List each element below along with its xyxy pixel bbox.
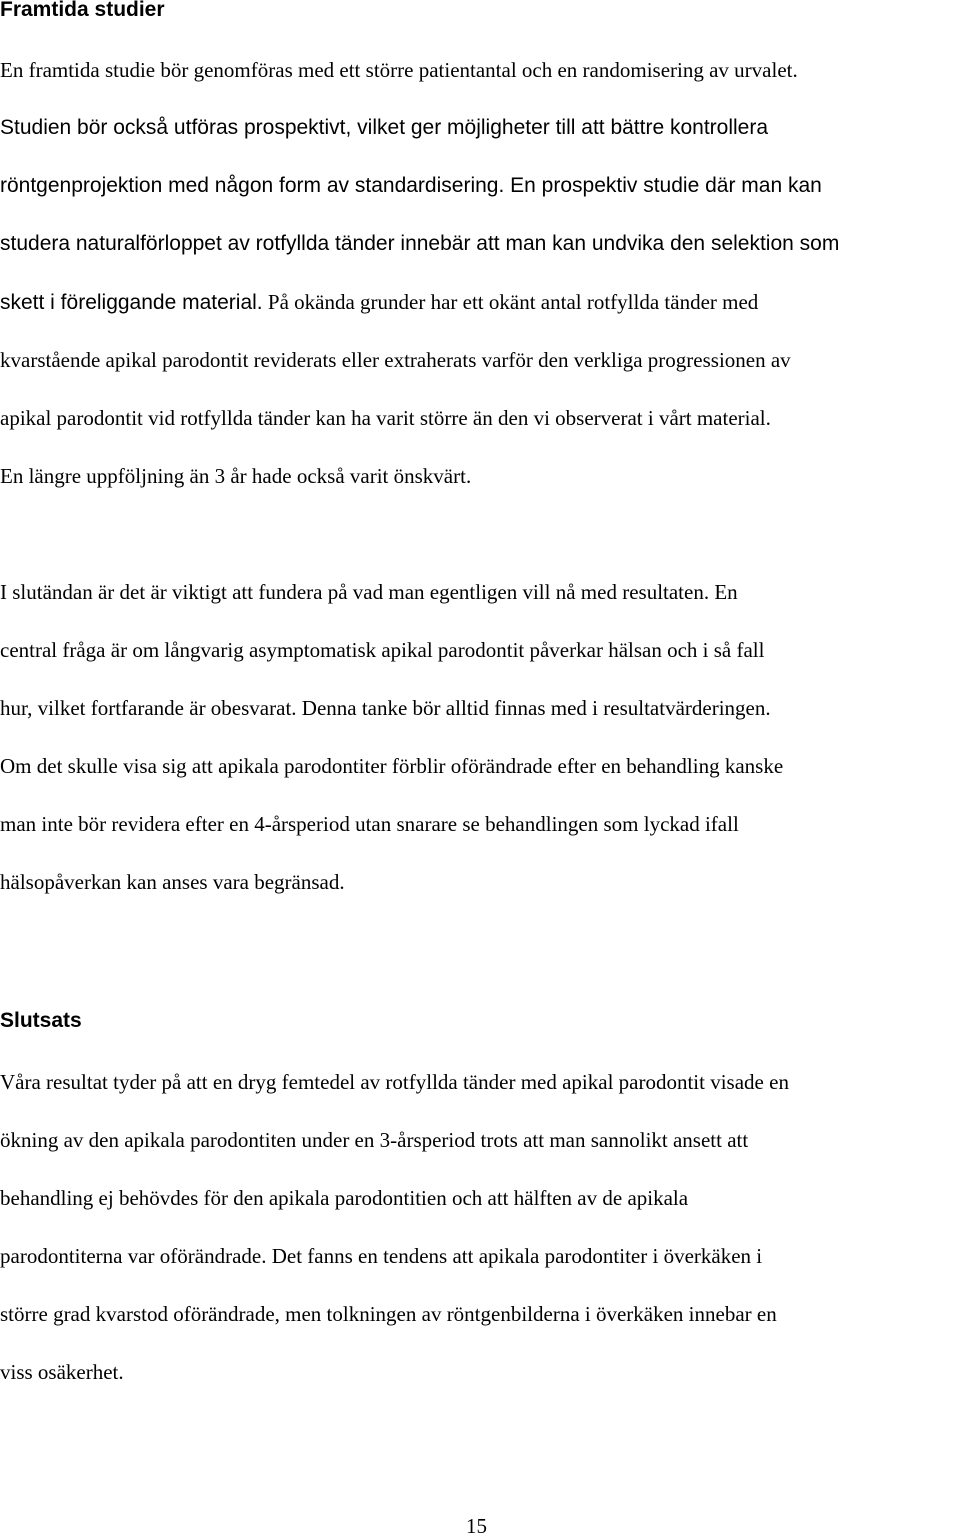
text-line: Våra resultat tyder på att en dryg femtedel av rotfyllda tänder med apikal parodontit visade en — [0, 1070, 789, 1094]
text-line: viss osäkerhet. — [0, 1360, 124, 1384]
text-line: kvarstående apikal parodontit reviderats eller extraherats varför den verkliga progressionen av — [0, 348, 791, 372]
text-span: röntgenprojektion med någon form av standardisering. — [0, 174, 505, 197]
text-line: central fråga är om långvarig asymptomatisk apikal parodontit påverkar hälsan och i så fall — [0, 638, 765, 662]
text-line: ökning av den apikala parodontiten under en 3-årsperiod trots att man sannolikt ansett att — [0, 1128, 749, 1152]
text-line: En längre uppföljning än 3 år hade också varit önskvärt. — [0, 464, 472, 488]
text-span: skett i föreliggande material. — [0, 291, 263, 314]
text-line — [0, 171, 822, 201]
text-span: En prospektiv studie där man kan — [504, 174, 822, 197]
text-line: större grad kvarstod oförändrade, men tolkningen av röntgenbilderna i överkäken innebar en — [0, 1302, 777, 1326]
section-heading-slutsats: Slutsats — [0, 1009, 82, 1032]
text-line: hur, vilket fortfarande är obesvarat. Denna tanke bör alltid finnas med i resultatvärderingen. — [0, 696, 771, 720]
text-line: En framtida studie bör genomföras med ett större patientantal och en randomisering av urvalet. — [0, 58, 798, 82]
text-line: hälsopåverkan kan anses vara begränsad. — [0, 870, 345, 894]
text-line: man inte bör revidera efter en 4-årsperiod utan snarare se behandlingen som lyckad ifall — [0, 812, 739, 836]
text-line — [0, 287, 758, 318]
text-line: behandling ej behövdes för den apikala parodontitien och att hälften av de apikala — [0, 1186, 689, 1210]
text-line: studera naturalförloppet av rotfyllda tänder innebär att man kan undvika den selektion som — [0, 232, 840, 255]
text-line: Studien bör också utföras prospektivt, vilket ger möjligheter till att bättre kontrollera — [0, 116, 769, 139]
page-number: 15 — [466, 1514, 487, 1538]
text-line: I slutändan är det är viktigt att fundera på vad man egentligen vill nå med resultaten. En — [0, 580, 738, 604]
text-line: apikal parodontit vid rotfyllda tänder kan ha varit större än den vi observerat i vårt material. — [0, 406, 771, 430]
text-line: parodontiterna var oförändrade. Det fanns en tendens att apikala parodontiter i överkäken i — [0, 1244, 763, 1268]
text-span: På okända grunder har ett okänt antal rotfyllda tänder med — [262, 290, 759, 314]
text-line: Om det skulle visa sig att apikala parodontiter förblir oförändrade efter en behandling kanske — [0, 754, 784, 778]
section-heading-framtida-studier: Framtida studier — [0, 0, 165, 21]
